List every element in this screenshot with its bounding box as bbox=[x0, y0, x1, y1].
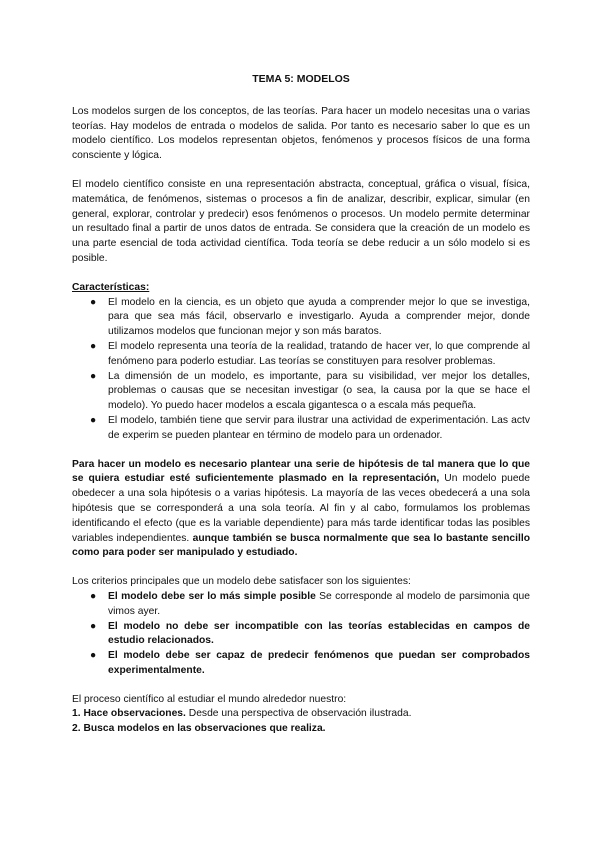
criteria-item-bold: El modelo debe ser capaz de predecir fenómenos que puedan ser comprobados experimentalmente. bbox=[108, 650, 530, 676]
definition-paragraph: El modelo científico consiste en una representación abstracta, conceptual, gráfica o visual, física, matemática, de fenómenos, sistemas o procesos a fin de analizar, describir, explicar, simular (en general, explorar, controlar y predecir) esos fenómenos o procesos. Un modelo permite determinar un resultado final a partir de unos datos de entrada. Se considera que la creación de un modelo es una parte esencial de toda actividad científica. Toda teoría se debe reducir a un sólo modelo si es posible. bbox=[72, 178, 530, 264]
bullet-icon: ● bbox=[90, 590, 97, 602]
list-item-text: El modelo en la ciencia, es un objeto que ayuda a comprender mejor lo que se investiga, para que sea más fácil, observarlo e investigarlo. Ayuda a comprender mejor, donde utilizamos modelos que funcionan mejor y son más baratos. bbox=[108, 296, 530, 338]
hypothesis-bold-start: Para hacer un modelo es necesario plantear una serie de hipótesis de tal manera que lo que se quiera estudiar esté suficientemente plasmado en la representación, bbox=[72, 458, 530, 485]
process-step bbox=[72, 722, 530, 737]
criteria-list bbox=[72, 590, 530, 679]
hypothesis-bold-end: aunque también se busca normalmente que sea lo bastante sencillo como para poder ser manipulado y estudiado. bbox=[72, 532, 530, 559]
criteria-item-bold: El modelo no debe ser incompatible con las teorías establecidas en campos de estudio relacionados. bbox=[108, 620, 530, 647]
bullet-icon: ● bbox=[90, 340, 97, 352]
list-item-text: El modelo, también tiene que servir para ilustrar una actividad de experimentación. Las actv de experim se pueden plantear en término de modelo para un ordenador. bbox=[108, 414, 530, 441]
characteristics-list bbox=[72, 296, 530, 444]
list-item bbox=[72, 590, 530, 620]
list-item bbox=[72, 414, 530, 444]
hypothesis-body: Un modelo puede obedecer a una sola hipótesis o a varias hipótesis. La mayoría de las veces obedecerá a una sola hipótesis que se corresponderá a una sola teoría. Al fin y al cabo, formulamos los problemas identificando el efecto (que es la variable dependiente) para más tarde identificar todas las posibles variables independientes. bbox=[72, 473, 530, 544]
list-item-text: La dimensión de un modelo, es importante, para su visibilidad, ver mejor los detalles, problemas o causas que se necesitan investigar (o sea, la causa por la que se hace el modelo). Yo puedo hacer modelos a escala gigantesca o a escala más pequeña. bbox=[108, 370, 530, 412]
process-step bbox=[72, 707, 530, 722]
process-step-bold: 1. Hace observaciones. bbox=[72, 708, 186, 720]
bullet-icon: ● bbox=[90, 370, 97, 382]
list-item-text: El modelo representa una teoría de la realidad, tratando de hacer ver, lo que comprende al fenómeno para poderlo estudiar. Las teorías se constituyen para resolver problemas. bbox=[108, 340, 530, 367]
list-item bbox=[72, 649, 530, 679]
criteria-intro: Los criterios principales que un modelo debe satisfacer son los siguientes: bbox=[72, 576, 411, 588]
bullet-icon: ● bbox=[90, 414, 97, 426]
bullet-icon: ● bbox=[90, 650, 97, 662]
process-step-text: Desde una perspectiva de observación ilustrada. bbox=[185, 708, 412, 720]
characteristics-heading: Características: bbox=[72, 281, 150, 293]
document-page bbox=[72, 72, 530, 737]
list-item bbox=[72, 370, 530, 414]
hypothesis-paragraph bbox=[72, 458, 530, 562]
list-item bbox=[72, 620, 530, 650]
criteria-item-bold: El modelo debe ser lo más simple posible bbox=[108, 590, 316, 602]
list-item bbox=[72, 340, 530, 370]
bullet-icon: ● bbox=[90, 296, 97, 308]
process-intro: El proceso científico al estudiar el mundo alrededor nuestro: bbox=[72, 693, 347, 705]
bullet-icon: ● bbox=[90, 620, 97, 632]
page-title: TEMA 5: MODELOS bbox=[252, 73, 350, 85]
intro-paragraph: Los modelos surgen de los conceptos, de las teorías. Para hacer un modelo necesitas una o varias teorías. Hay modelos de entrada o modelos de salida. Por tanto es necesario saber lo que es un modelo científico. Los modelos representan objetos, fenómenos y procesos físicos de una forma consciente y lógica. bbox=[72, 105, 530, 162]
process-step-bold: 2. Busca modelos en las observaciones que realiza. bbox=[72, 723, 326, 735]
criteria-item-text: Se corresponde al modelo de parsimonia que vimos ayer. bbox=[108, 590, 530, 617]
list-item bbox=[72, 296, 530, 340]
